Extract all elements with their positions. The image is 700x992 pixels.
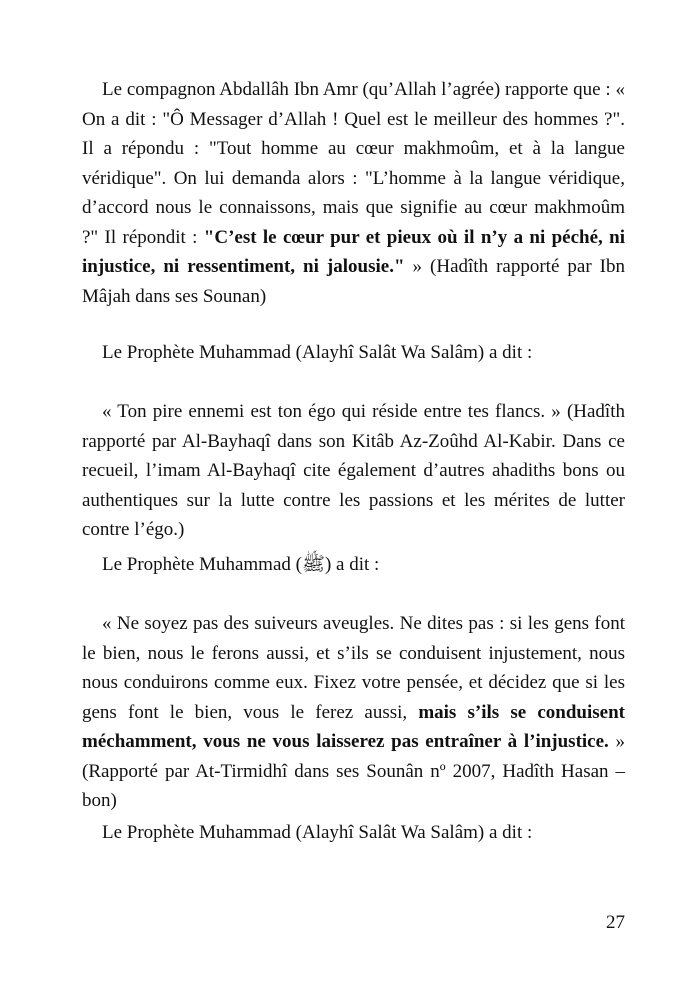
paragraph-hadith-makhmoum [82, 75, 625, 311]
paragraph-prophet-said-3 [82, 818, 625, 848]
paragraph-hadith-ego [82, 397, 625, 545]
bold-text-segment: mais s’ils se conduisent méchamment, vous ne vous laisserez pas entraîner à l’injustice. [82, 701, 625, 752]
text-segment: » (Hadîth rapporté par Ibn Mâjah dans ses Sounan) [82, 256, 625, 307]
text-segment: Le Prophète Muhammad (Alayhî Salât Wa Salâm) a dit : [102, 822, 533, 843]
text-segment: Le Prophète Muhammad (ﷺ) a dit : [102, 554, 380, 575]
bold-text-segment: "C’est le cœur pur et pieux où il n’y a ni péché, ni injustice, ni ressentiment, ni jalousie." [82, 226, 625, 277]
text-segment: « Ton pire ennemi est ton égo qui réside entre tes flancs. » (Hadîth rapporté par Al-Bayhaqî dans son Kitâb Az-Zoûhd Al-Kabir. Dans ce recueil, l’imam Al-Bayhaqî cite également d’autres ahadiths bons ou authentiques sur la lutte contre les passions et les mérites de lutter contre l’égo.) [82, 401, 625, 540]
text-segment: Le Prophète Muhammad (Alayhî Salât Wa Salâm) a dit : [102, 342, 533, 363]
text-segment: » (Rapporté par At-Tirmidhî dans ses Sounân nº 2007, Hadîth Hasan – bon) [82, 731, 626, 811]
text-segment: Le compagnon Abdallâh Ibn Amr (qu’Allah l’agrée) rapporte que : « On a dit : "Ô Messager d’Allah ! Quel est le meilleur des hommes ?". Il a répondu : "Tout homme au cœur makhmoûm, et à la langue véridique". On lui demanda alors : "L’homme à la langue véridique, d’accord nous le connaissons, mais que signifie au cœur makhmoûm ?" Il répondit : [82, 79, 625, 248]
page-number: 27 [606, 912, 625, 933]
paragraph-hadith-blind-followers [82, 609, 625, 816]
paragraph-prophet-said-2 [82, 550, 625, 580]
paragraph-prophet-said-1 [82, 338, 625, 368]
text-segment: « Ne soyez pas des suiveurs aveugles. Ne dites pas : si les gens font le bien, nous le ferons aussi, et s’ils se conduisent injustement, nous nous conduirons comme eux. Fixez votre pensée, et décidez que si les gens font le bien, vous le ferez aussi, [82, 613, 625, 723]
